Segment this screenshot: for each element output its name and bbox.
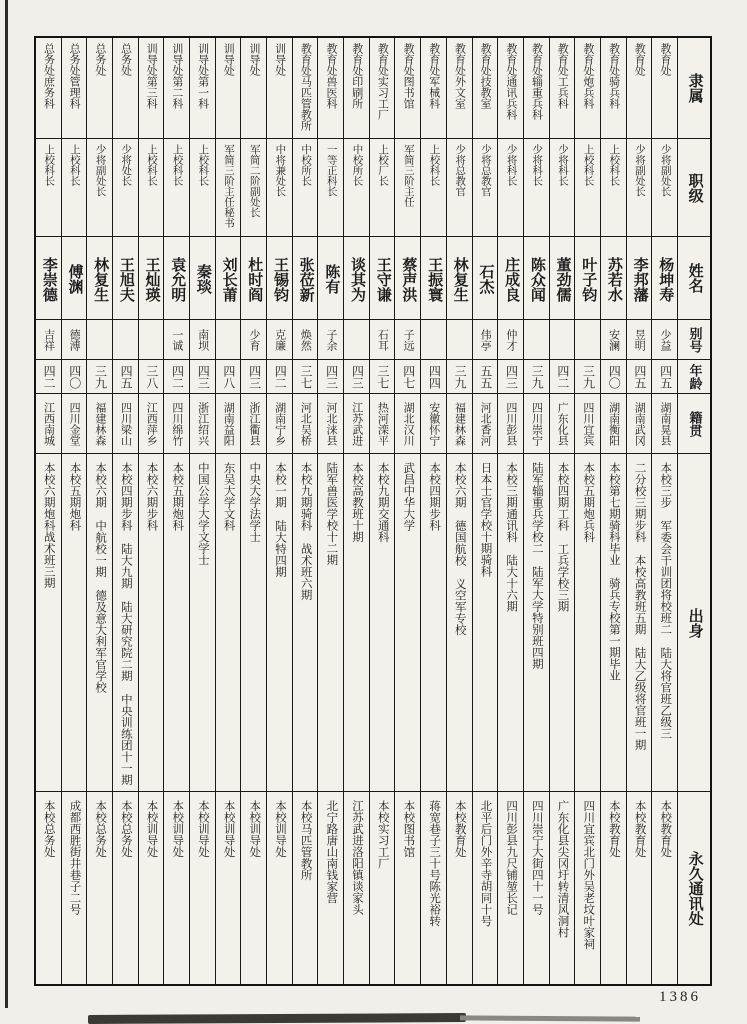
native-place-cell: 江西萍乡: [139, 394, 164, 454]
address-cell: 本校总务处: [94, 800, 107, 858]
age-cell: 三九: [447, 360, 472, 394]
native-place-cell: 江苏武进: [344, 394, 369, 454]
person-column: [420, 38, 446, 984]
native-place-cell: 湖南武冈: [627, 394, 652, 454]
name-cell: 王振寰: [421, 237, 446, 320]
background-cell: 本校一期 陆大特四期: [267, 454, 292, 792]
age-cell: 三八: [139, 360, 164, 394]
address-cell: 北平后门外辛寺胡同十号: [479, 800, 492, 927]
rank-cell: 少将总教官: [447, 139, 472, 237]
background-cell: 本校四期步科: [421, 454, 446, 792]
alias-cell: 南坝: [190, 320, 215, 360]
address-cell: 本校训导处: [171, 800, 184, 858]
age-cell: 四〇: [62, 360, 87, 394]
person-column: [61, 38, 87, 984]
age-cell: 四五: [627, 360, 652, 394]
alias-cell: [113, 320, 138, 360]
roster-grid: [34, 36, 712, 986]
unit-cell: 训导处第一科: [190, 38, 215, 139]
rank-cell: 一等正科长: [318, 139, 343, 237]
native-place-cell: 四川彭县: [498, 394, 523, 454]
alias-cell: 仲才: [498, 320, 523, 360]
rank-cell: 少将科长: [524, 139, 549, 237]
address-cell: 成都西胜街井巷子二号: [68, 800, 81, 915]
age-cell: 三九: [87, 360, 112, 394]
row-header-native-place: 籍贯: [678, 394, 710, 454]
scan-edge-bottom-shadow: [460, 1015, 640, 1021]
background-cell: 本校第七期骑科毕业 骑兵专校第一期毕业: [601, 454, 626, 792]
address-cell: 蒋宽巷子三十号陈光裕转: [428, 800, 441, 927]
unit-cell: 教育处军械科: [421, 38, 446, 139]
alias-cell: 安澜: [601, 320, 626, 360]
rank-cell: 上校科长: [164, 139, 189, 237]
alias-cell: 少育: [241, 320, 266, 360]
name-cell: 陈有: [318, 237, 343, 320]
name-cell: 石杰: [473, 237, 498, 320]
row-header-background: 出身: [678, 454, 710, 792]
name-cell: 杜时阎: [241, 237, 266, 320]
age-cell: 四五: [652, 360, 677, 394]
alias-cell: 焕然: [293, 320, 318, 360]
native-place-cell: 浙江衢县: [241, 394, 266, 454]
address-cell: 本校总务处: [119, 800, 132, 858]
name-cell: 林复生: [447, 237, 472, 320]
unit-cell: 总务处管理科: [62, 38, 87, 139]
name-cell: 刘长莆: [216, 237, 241, 320]
address-cell: 本校训导处: [273, 800, 286, 858]
name-cell: 王灿瑛: [139, 237, 164, 320]
name-cell: 庄成良: [498, 237, 523, 320]
person-column: [549, 38, 575, 984]
rank-cell: 少将科长: [498, 139, 523, 237]
address-cell: 四川崇宁大街四十一号: [530, 800, 543, 915]
person-column: [215, 38, 241, 984]
background-cell: 本校六期 德国航校 义空军专校: [447, 454, 472, 792]
row-header-name: 姓名: [678, 237, 710, 320]
alias-cell: 石耳: [370, 320, 395, 360]
address-cell: 本校教育处: [607, 800, 620, 858]
native-place-cell: 河北香河: [473, 394, 498, 454]
unit-cell: 训导处: [241, 38, 266, 139]
address-cell: 本校教育处: [453, 800, 466, 858]
alias-cell: 伟亭: [473, 320, 498, 360]
unit-cell: 教育处实习工厂: [370, 38, 395, 139]
background-cell: 本校六期 中航校一期 德及意大利军官学校: [87, 454, 112, 792]
alias-cell: 昱明: [627, 320, 652, 360]
name-cell: 董劲儒: [550, 237, 575, 320]
rank-cell: 少将处长: [113, 139, 138, 237]
native-place-cell: 四川金堂: [62, 394, 87, 454]
address-cell: 北宁路唐山南钱家营: [325, 800, 338, 904]
native-place-cell: 福建林森: [87, 394, 112, 454]
person-column: [651, 38, 677, 984]
native-place-cell: 安徽怀宁: [421, 394, 446, 454]
person-column: [112, 38, 138, 984]
address-cell: 本校教育处: [633, 800, 646, 858]
name-cell: 张莅新: [293, 237, 318, 320]
alias-cell: [550, 320, 575, 360]
name-cell: 傅渊: [62, 237, 87, 320]
person-column: [86, 38, 112, 984]
person-column: [163, 38, 189, 984]
native-place-cell: 四川宜宾: [575, 394, 600, 454]
background-cell: 日本士官学校十期骑科: [473, 454, 498, 792]
unit-cell: 教育处炮兵科: [575, 38, 600, 139]
address-cell: 本校实习工厂: [376, 800, 389, 869]
age-cell: 四四: [421, 360, 446, 394]
age-cell: 四二: [164, 360, 189, 394]
age-cell: 三七: [370, 360, 395, 394]
alias-cell: 子远: [395, 320, 420, 360]
rank-cell: 中将兼处长: [267, 139, 292, 237]
rank-cell: 少将科长: [550, 139, 575, 237]
page-number: 1386: [659, 989, 701, 1005]
native-place-cell: 湖南益阳: [216, 394, 241, 454]
unit-cell: 教育处技教室: [473, 38, 498, 139]
row-header-alias: 别号: [678, 320, 710, 360]
row-header-address: 永久通讯处: [686, 850, 703, 926]
alias-cell: [421, 320, 446, 360]
person-column: [292, 38, 318, 984]
address-cell: 江苏武进洛阳镇谈家头: [351, 800, 364, 915]
person-column: [472, 38, 498, 984]
address-cell: 本校训导处: [145, 800, 158, 858]
native-place-cell: 湖北汉川: [395, 394, 420, 454]
background-cell: 本校四期步科 陆大九期 陆大研究院二期 中央训练团十一期: [113, 454, 138, 792]
unit-cell: 训导处: [216, 38, 241, 139]
person-column: [138, 38, 164, 984]
age-cell: 四三: [241, 360, 266, 394]
name-cell: 秦琰: [190, 237, 215, 320]
age-cell: 三九: [575, 360, 600, 394]
rank-cell: 上校科长: [421, 139, 446, 237]
person-column: [523, 38, 549, 984]
person-column: [266, 38, 292, 984]
rank-cell: 少将副处长: [87, 139, 112, 237]
unit-cell: 教育处兽医科: [318, 38, 343, 139]
native-place-cell: 广东化县: [550, 394, 575, 454]
rank-cell: 上校厂长: [370, 139, 395, 237]
name-cell: 叶子钧: [575, 237, 600, 320]
rank-cell: 上校科长: [139, 139, 164, 237]
rank-cell: 中校所长: [293, 139, 318, 237]
unit-cell: 总务处庶务科: [36, 38, 61, 139]
unit-cell: 教育处印刷所: [344, 38, 369, 139]
age-cell: 四三: [318, 360, 343, 394]
alias-cell: [216, 320, 241, 360]
age-cell: 四三: [190, 360, 215, 394]
name-cell: 王锡钧: [267, 237, 292, 320]
unit-cell: 训导处: [267, 38, 292, 139]
address-cell: 本校训导处: [222, 800, 235, 858]
background-cell: 本校五期炮科: [62, 454, 87, 792]
unit-cell: 教育处: [627, 38, 652, 139]
age-cell: 四〇: [601, 360, 626, 394]
rank-cell: 上校科长: [601, 139, 626, 237]
rank-cell: 上校科长: [36, 139, 61, 237]
background-cell: 陆军兽医学校十二期: [318, 454, 343, 792]
alias-cell: [139, 320, 164, 360]
address-cell: 本校教育处: [659, 800, 672, 858]
address-cell: 广东化县尖冈圩转清风洞村: [556, 800, 569, 938]
background-cell: 本校三步 军委会干训团将校班二 陆大将官班乙级三: [652, 454, 677, 792]
address-cell: 四川宜宾北门外吴老坟叶家祠: [582, 800, 595, 950]
name-cell: 袁允明: [164, 237, 189, 320]
address-cell: 四川彭县九尺铺堃长记: [505, 800, 518, 915]
background-cell: 本校九期交通科: [370, 454, 395, 792]
unit-cell: 训导处第三科: [139, 38, 164, 139]
person-column: [446, 38, 472, 984]
address-cell: 本校训导处: [196, 800, 209, 858]
rank-cell: 少将副处长: [652, 139, 677, 237]
native-place-cell: 四川梁山: [113, 394, 138, 454]
person-column: [240, 38, 266, 984]
name-cell: 苏若水: [601, 237, 626, 320]
person-column: [369, 38, 395, 984]
name-cell: 蔡声洪: [395, 237, 420, 320]
unit-cell: 教育处图书馆: [395, 38, 420, 139]
name-cell: 李崇德: [36, 237, 61, 320]
age-cell: 四三: [344, 360, 369, 394]
alias-cell: [575, 320, 600, 360]
native-place-cell: 热河滦平: [370, 394, 395, 454]
native-place-cell: 福建林森: [447, 394, 472, 454]
unit-cell: 教育处骑兵科: [601, 38, 626, 139]
person-column: [343, 38, 369, 984]
address-cell: 本校总务处: [42, 800, 55, 858]
background-cell: 本校五期炮科: [164, 454, 189, 792]
alias-cell: 一诚: [164, 320, 189, 360]
name-cell: 林复生: [87, 237, 112, 320]
background-cell: 本校六期步科: [139, 454, 164, 792]
person-column: [189, 38, 215, 984]
background-cell: 本校三期通讯科 陆大十六期: [498, 454, 523, 792]
scan-edge-bottom-band: [88, 1013, 466, 1024]
unit-cell: 总务处: [87, 38, 112, 139]
age-cell: 四二: [550, 360, 575, 394]
unit-cell: 教育处马匹管教所: [293, 38, 318, 139]
name-cell: 陈众闻: [524, 237, 549, 320]
background-cell: 本校五期炮兵科: [575, 454, 600, 792]
name-cell: 杨坤寿: [652, 237, 677, 320]
unit-cell: 训导处第二科: [164, 38, 189, 139]
background-cell: 中国公学大学文学士: [190, 454, 215, 792]
address-cell: 本校马匹管教所: [299, 800, 312, 881]
age-cell: 四二: [36, 360, 61, 394]
name-cell: 李邦藩: [627, 237, 652, 320]
native-place-cell: 湖南宁乡: [267, 394, 292, 454]
person-column: [626, 38, 652, 984]
row-header-column: [677, 38, 710, 984]
age-cell: 三九: [524, 360, 549, 394]
row-header-unit: 隶属: [678, 38, 710, 139]
person-column: [36, 38, 61, 984]
native-place-cell: 四川崇宁: [524, 394, 549, 454]
age-cell: 五五: [473, 360, 498, 394]
native-place-cell: 湖南衡阳: [601, 394, 626, 454]
background-cell: 陆军辎重兵学校二 陆军大学特别班四期: [524, 454, 549, 792]
row-header-rank: 职级: [678, 139, 710, 237]
person-column: [574, 38, 600, 984]
unit-cell: 总务处: [113, 38, 138, 139]
person-column: [497, 38, 523, 984]
alias-cell: 克廉: [267, 320, 292, 360]
rank-cell: 少将副处长: [627, 139, 652, 237]
age-cell: 四五: [113, 360, 138, 394]
unit-cell: 教育处通讯兵科: [498, 38, 523, 139]
age-cell: 三七: [293, 360, 318, 394]
age-cell: 四三: [498, 360, 523, 394]
rank-cell: 军简三阶主任: [395, 139, 420, 237]
age-cell: 四七: [395, 360, 420, 394]
background-cell: 东吴大学文科: [216, 454, 241, 792]
background-cell: 本校六期炮科战术班三期: [36, 454, 61, 792]
age-cell: 四二: [267, 360, 292, 394]
native-place-cell: 湖南晃县: [652, 394, 677, 454]
rank-cell: 少将总教官: [473, 139, 498, 237]
address-cell: 本校图书馆: [402, 800, 415, 858]
background-cell: 本校九期骑科 战术班六期: [293, 454, 318, 792]
alias-cell: 子余: [318, 320, 343, 360]
unit-cell: 教育处: [652, 38, 677, 139]
rank-cell: 上校科长: [575, 139, 600, 237]
row-header-age: 年龄: [678, 360, 710, 394]
person-column: [317, 38, 343, 984]
rank-cell: 上校科长: [190, 139, 215, 237]
rank-cell: 中校所长: [344, 139, 369, 237]
unit-cell: 教育处外文室: [447, 38, 472, 139]
age-cell: 四八: [216, 360, 241, 394]
background-cell: 本校高教班十期: [344, 454, 369, 792]
background-cell: 二分校三期步科 本校高教班五期 陆大乙级将官班一期: [627, 454, 652, 792]
scan-edge-left-line: [5, 0, 8, 1008]
background-cell: 本校四期工科 工兵学校三期: [550, 454, 575, 792]
alias-cell: [524, 320, 549, 360]
native-place-cell: 浙江绍兴: [190, 394, 215, 454]
person-column: [600, 38, 626, 984]
name-cell: 王旭夫: [113, 237, 138, 320]
address-cell: 本校训导处: [248, 800, 261, 858]
background-cell: 中央大学法学士: [241, 454, 266, 792]
native-place-cell: 四川绵竹: [164, 394, 189, 454]
alias-cell: [344, 320, 369, 360]
rank-cell: 军简二阶副处长: [241, 139, 266, 237]
alias-cell: [447, 320, 472, 360]
name-cell: 谈其为: [344, 237, 369, 320]
person-column: [394, 38, 420, 984]
alias-cell: 吉祥: [36, 320, 61, 360]
name-cell: 王守谦: [370, 237, 395, 320]
native-place-cell: 江西南城: [36, 394, 61, 454]
background-cell: 武昌中华大学: [395, 454, 420, 792]
native-place-cell: 河北吴桥: [293, 394, 318, 454]
unit-cell: 教育处工兵科: [550, 38, 575, 139]
rank-cell: 上校科长: [62, 139, 87, 237]
alias-cell: 少益: [652, 320, 677, 360]
alias-cell: [87, 320, 112, 360]
native-place-cell: 河北涞县: [318, 394, 343, 454]
alias-cell: 德溥: [62, 320, 87, 360]
rank-cell: 军简三阶主任秘书: [216, 139, 241, 237]
unit-cell: 教育处辎重兵科: [524, 38, 549, 139]
